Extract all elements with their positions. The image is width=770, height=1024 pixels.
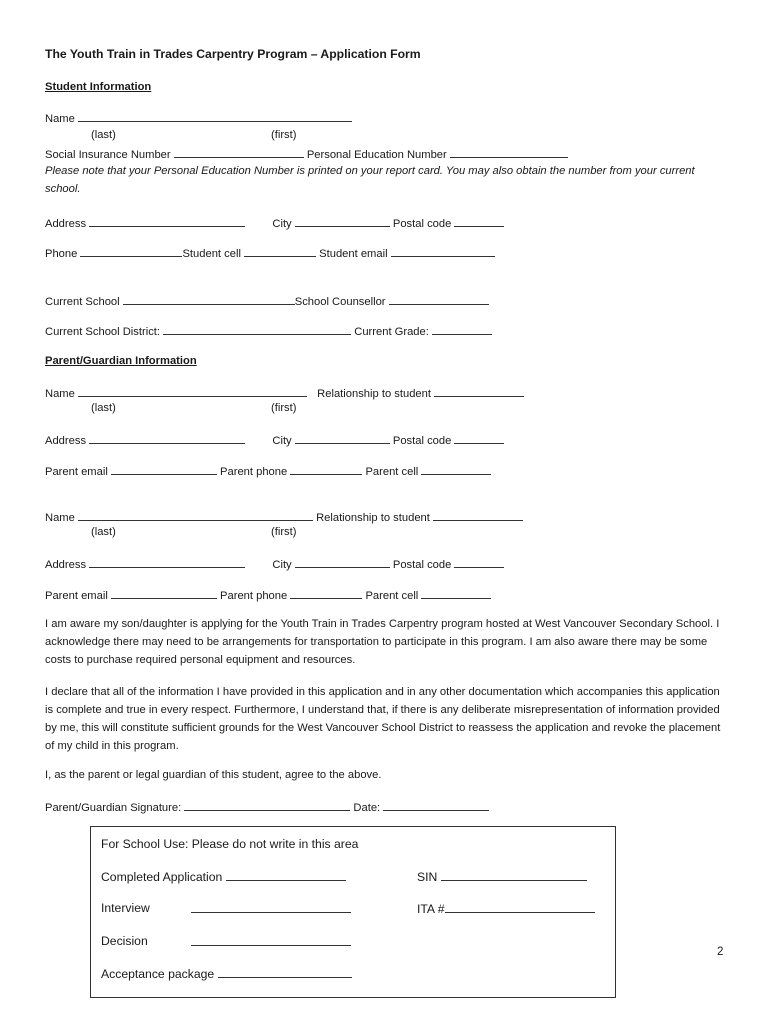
interview-field-wrap (191, 901, 351, 916)
pen-note-line2: school. (45, 183, 81, 195)
school-counsellor-field[interactable] (389, 293, 489, 305)
guardian1-city-label: City (272, 435, 292, 447)
guardian1-name-label: Name (45, 388, 75, 400)
guardian1-address-label: Address (45, 435, 87, 447)
district-label: Current School District: (45, 326, 161, 338)
sin-label: Social Insurance Number (45, 149, 171, 161)
student-email-label: Student email (319, 248, 388, 260)
guardian2-name-row (45, 509, 523, 525)
form-title: The Youth Train in Trades Carpentry Program – Application Form (45, 47, 421, 61)
guardian1-postal-label: Postal code (392, 435, 452, 447)
declaration-paragraph: I declare that all of the information I have provided in this application and in any other documentation which accompanies this application is complete and true in every respect. Furthermore, I understand that, if there is any deliberate misrepresentation of information provided by me, this will constitute sufficient grounds for the West Vancouver School District to reassess the application and revoke the placement of my child in this program. (45, 686, 721, 752)
acceptance-package-field[interactable] (218, 966, 352, 978)
student-id-row (45, 146, 568, 162)
guardian2-phone-label: Parent phone (220, 590, 288, 602)
guardian1-relationship-label: Relationship to student (317, 388, 431, 400)
decision-field[interactable] (191, 934, 351, 946)
guardian2-postal-label: Postal code (392, 559, 452, 571)
guardian1-phone-label: Parent phone (220, 466, 288, 478)
date-label: Date: (353, 802, 381, 814)
student-address-label: Address (45, 218, 87, 230)
guardian2-cell-field[interactable] (421, 587, 491, 599)
decision-label: Decision (101, 934, 148, 948)
guardian1-name-row (45, 385, 524, 401)
ita-label: ITA # (417, 902, 445, 916)
guardian2-cell-label: Parent cell (365, 590, 419, 602)
guardian1-phone-field[interactable] (290, 463, 362, 475)
student-phone-label: Phone (45, 248, 78, 260)
student-phone-field[interactable] (80, 245, 182, 257)
guardian1-email-field[interactable] (111, 463, 217, 475)
sin-field[interactable] (174, 146, 304, 158)
school-use-heading: For School Use: Please do not write in this area (101, 837, 359, 851)
guardian-info-heading: Parent/Guardian Information (45, 355, 197, 367)
guardian1-contact-row (45, 463, 491, 479)
signature-row (45, 799, 489, 815)
student-cell-label: Student cell (182, 248, 241, 260)
pen-label: Personal Education Number (306, 149, 447, 161)
student-postal-label: Postal code (392, 218, 452, 230)
signature-label: Parent/Guardian Signature: (45, 802, 182, 814)
grade-label: Current Grade: (354, 326, 429, 338)
student-first-label: (first) (271, 129, 297, 141)
district-row (45, 323, 492, 339)
guardian2-name-label: Name (45, 512, 75, 524)
signature-field[interactable] (184, 799, 350, 811)
student-info-heading: Student Information (45, 81, 152, 93)
guardian2-address-label: Address (45, 559, 87, 571)
guardian1-email-label: Parent email (45, 466, 108, 478)
student-cell-field[interactable] (244, 245, 316, 257)
guardian2-address-row (45, 556, 504, 572)
completed-application-row (101, 869, 346, 884)
current-school-row (45, 293, 489, 309)
guardian2-contact-row (45, 587, 491, 603)
guardian1-last-label: (last) (91, 402, 116, 414)
page-number: 2 (717, 946, 724, 958)
guardian2-email-field[interactable] (111, 587, 217, 599)
student-phone-row (45, 245, 495, 261)
student-name-label: Name (45, 113, 75, 125)
current-school-field[interactable] (123, 293, 295, 305)
decision-field-wrap (191, 934, 351, 949)
pen-note-line1: Please note that your Personal Education Number is printed on your report card. You may also obtain the number from your current (45, 165, 695, 177)
guardian2-relationship-field[interactable] (433, 509, 523, 521)
student-postal-field[interactable] (454, 215, 504, 227)
interview-field[interactable] (191, 901, 351, 913)
school-sin-field[interactable] (441, 869, 587, 881)
guardian2-city-label: City (272, 559, 292, 571)
student-city-field[interactable] (295, 215, 390, 227)
guardian1-city-field[interactable] (295, 432, 390, 444)
guardian2-phone-field[interactable] (290, 587, 362, 599)
date-field[interactable] (383, 799, 489, 811)
completed-application-label: Completed Application (101, 870, 223, 884)
guardian1-postal-field[interactable] (454, 432, 504, 444)
ita-field[interactable] (445, 901, 595, 913)
guardian1-name-field[interactable] (78, 385, 307, 397)
student-email-field[interactable] (391, 245, 495, 257)
interview-label: Interview (101, 901, 150, 915)
student-last-label: (last) (91, 129, 116, 141)
guardian1-cell-label: Parent cell (365, 466, 419, 478)
guardian2-relationship-label: Relationship to student (316, 512, 430, 524)
guardian1-first-label: (first) (271, 402, 297, 414)
student-city-label: City (272, 218, 292, 230)
student-address-field[interactable] (89, 215, 245, 227)
student-name-field[interactable] (78, 110, 352, 122)
guardian2-first-label: (first) (271, 526, 297, 538)
interview-row (101, 901, 150, 915)
student-name-row (45, 110, 352, 126)
guardian1-address-row (45, 432, 504, 448)
guardian2-postal-field[interactable] (454, 556, 504, 568)
pen-field[interactable] (450, 146, 568, 158)
guardian2-city-field[interactable] (295, 556, 390, 568)
guardian1-relationship-field[interactable] (434, 385, 524, 397)
agreement-statement: I, as the parent or legal guardian of this student, agree to the above. (45, 769, 382, 781)
guardian2-address-field[interactable] (89, 556, 245, 568)
acceptance-package-label: Acceptance package (101, 967, 215, 981)
guardian1-address-field[interactable] (89, 432, 245, 444)
ita-row (417, 901, 595, 916)
grade-field[interactable] (432, 323, 492, 335)
guardian2-name-field[interactable] (78, 509, 313, 521)
decision-row (101, 934, 148, 948)
guardian1-cell-field[interactable] (421, 463, 491, 475)
completed-application-field[interactable] (226, 869, 346, 881)
acceptance-package-row (101, 966, 352, 981)
school-use-box (90, 826, 616, 998)
guardian2-last-label: (last) (91, 526, 116, 538)
guardian2-email-label: Parent email (45, 590, 108, 602)
awareness-paragraph: I am aware my son/daughter is applying for the Youth Train in Trades Carpentry program hosted at West Vancouver Secondary School. I acknowledge there may need to be arrangements for transportation to participate in this program. I am also aware there may be some costs to purchase required personal equipment and resources. (45, 618, 720, 666)
school-counsellor-label: School Counsellor (294, 296, 386, 308)
current-school-label: Current School (45, 296, 120, 308)
student-address-row (45, 215, 504, 231)
district-field[interactable] (163, 323, 351, 335)
sin-row (417, 869, 587, 884)
school-sin-label: SIN (417, 870, 438, 884)
